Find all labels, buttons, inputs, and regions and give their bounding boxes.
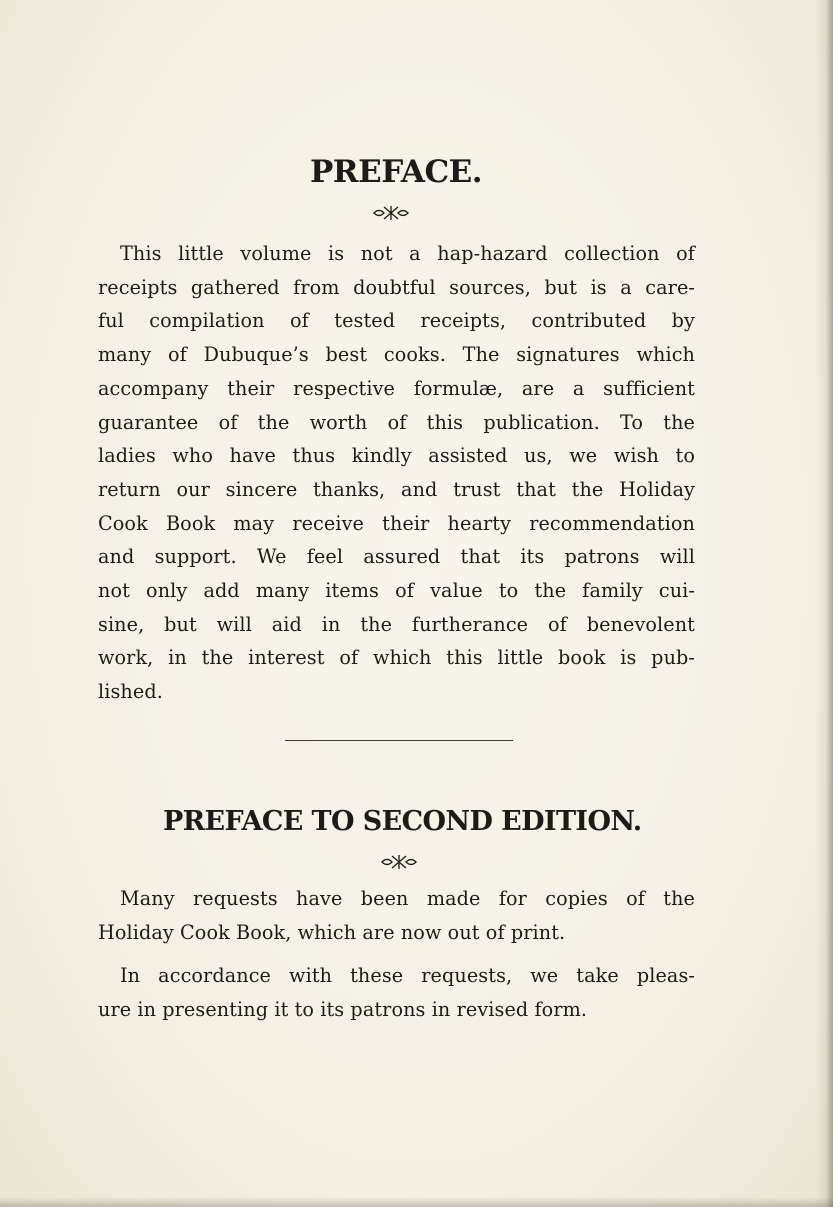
preface-title: PREFACE.	[310, 154, 483, 190]
preface-line: accompany their respective formulæ, are a sufficient	[98, 376, 695, 400]
second-edition-line: Many requests have been made for copies of the	[120, 887, 695, 910]
preface-line: not only add many items of value to the family cui-	[98, 579, 695, 603]
preface-line: ful compilation of tested receipts, contributed by	[98, 309, 695, 333]
page-bottom-shadow	[0, 1197, 833, 1207]
preface-line: work, in the interest of which this little book is pub-	[98, 646, 695, 670]
preface-line: Cook Book may receive their hearty recommendation	[98, 511, 695, 535]
second-edition-line: In accordance with these requests, we take pleas-	[120, 964, 695, 987]
second-edition-title: PREFACE TO SECOND EDITION.	[163, 806, 642, 837]
second-edition-paragraph-2	[98, 959, 695, 1026]
second-edition-line: Holiday Cook Book, which are now out of print.	[98, 920, 566, 944]
preface-line: receipts gathered from doubtful sources, but is a care-	[98, 275, 695, 299]
preface-line: many of Dubuque’s best cooks. The signatures which	[98, 343, 695, 367]
fleuron-ornament-icon	[379, 852, 419, 872]
preface-line: lished.	[98, 680, 163, 704]
page-edge-shadow	[815, 0, 833, 1207]
preface-line: and support. We feel assured that its patrons will	[98, 545, 695, 569]
preface-line: return our sincere thanks, and trust that the Holiday	[98, 477, 695, 501]
preface-line: ladies who have thus kindly assisted us, we wish to	[98, 444, 695, 468]
second-edition-paragraph-1	[98, 882, 695, 949]
preface-line: sine, but will aid in the furtherance of benevolent	[98, 612, 695, 636]
fleuron-ornament-icon	[371, 203, 411, 223]
preface-line: This little volume is not a hap-hazard collection of	[120, 242, 695, 265]
section-divider	[285, 740, 513, 741]
second-edition-line: ure in presenting it to its patrons in revised form.	[98, 997, 588, 1021]
preface-line: guarantee of the worth of this publication. To the	[98, 410, 695, 434]
preface-paragraph	[98, 237, 695, 709]
